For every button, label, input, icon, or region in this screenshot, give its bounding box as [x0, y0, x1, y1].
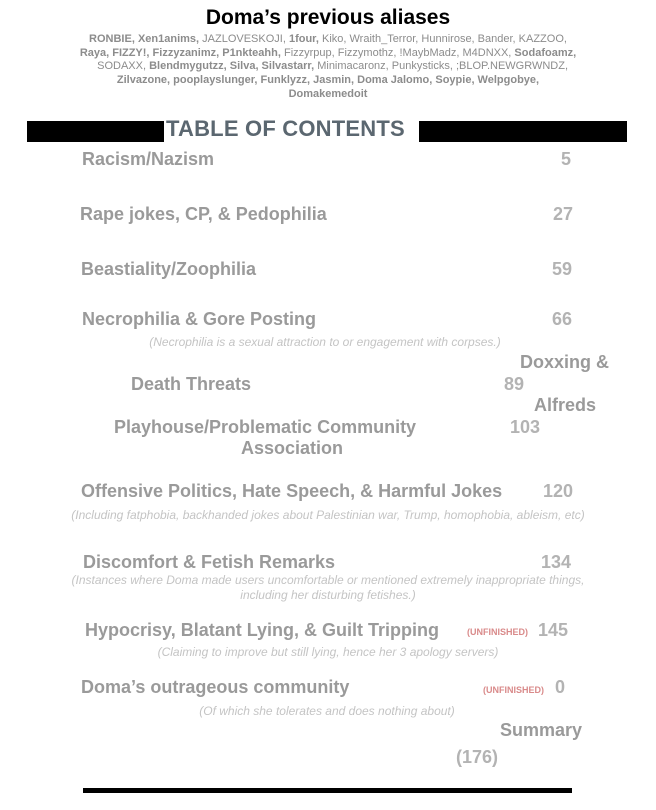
- alias-group: Minimacaronz, Punkysticks, ;BLOP.NEWGRWNDZ,: [314, 60, 569, 73]
- alias-group: Raya, FIZZY!, Fizzyzanimz, P1nkteahh,: [79, 46, 281, 59]
- page-title: Doma’s previous aliases: [205, 6, 451, 29]
- toc-entry-page: 103: [510, 417, 541, 437]
- alias-group: RONBIE, Xen1anims,: [89, 33, 200, 45]
- toc-entry-title[interactable]: Discomfort & Fetish Remarks: [83, 552, 336, 572]
- toc-entry-note: (Claiming to improve but still lying, hence her 3 apology servers): [157, 645, 499, 659]
- toc-entry-title[interactable]: Summary: [500, 720, 583, 740]
- toc-entry-note: (Including fatphobia, backhanded jokes about Palestinian war, Trump, homophobia, ableism, etc): [71, 508, 585, 522]
- alias-group: JAZLOVESKOJI,: [199, 33, 286, 45]
- toc-entry-page: (176): [456, 747, 499, 767]
- toc-entry-note: (Of which she tolerates and does nothing about): [199, 704, 455, 718]
- alias-group: Zilvazone, pooplayslunger,: [116, 74, 258, 87]
- toc-entry-note: (Necrophilia is a sexual attraction to or engagement with corpses.): [149, 335, 501, 349]
- toc-entry-note: (Instances where Doma made users uncomfortable or mentioned extremely inappropriate things,: [71, 573, 585, 587]
- alias-group: Kiko, Wraith_Terror, Hunnirose, Bander, KAZZOO,: [318, 33, 567, 45]
- toc-entry-title[interactable]: Hypocrisy, Blatant Lying, & Guilt Tripping: [85, 620, 440, 640]
- toc-entry-page: 134: [541, 552, 572, 572]
- toc-entry-title[interactable]: Death Threats: [131, 374, 252, 394]
- alias-group: Sodafoamz,: [511, 46, 577, 59]
- toc-entry-title[interactable]: Beastiality/Zoophilia: [81, 259, 257, 279]
- alias-group: Fizzyrpup, Fizzymothz, !MaybMadz, M4DNXX,: [280, 46, 512, 59]
- toc-entry-title[interactable]: Doma’s outrageous community: [81, 677, 350, 697]
- alias-group: SODAXX,: [87, 60, 147, 73]
- toc-entry-page: 66: [552, 309, 573, 329]
- toc-entry-title[interactable]: Doxxing &: [520, 352, 610, 372]
- toc-entry-title[interactable]: Association: [241, 438, 344, 458]
- toc-entry-title[interactable]: Playhouse/Problematic Community: [114, 417, 417, 437]
- unfinished-tag: (UNFINISHED): [483, 685, 544, 695]
- alias-group: 1four,: [285, 33, 319, 45]
- toc-entry-page: 5: [561, 149, 572, 169]
- toc-entry-title[interactable]: Rape jokes, CP, & Pedophilia: [80, 204, 327, 224]
- toc-entry-page: 0: [555, 677, 566, 697]
- toc-entry-title[interactable]: Alfreds: [534, 395, 597, 415]
- bottom-divider: [83, 788, 572, 793]
- toc-entry-title[interactable]: Racism/Nazism: [82, 149, 215, 169]
- toc-entry-page: 59: [552, 259, 573, 279]
- unfinished-tag: (UNFINISHED): [467, 627, 528, 637]
- toc-entry-page: 89: [504, 374, 525, 394]
- aliases-list: [78, 33, 578, 102]
- toc-entry-page: 27: [553, 204, 574, 224]
- alias-group: Funklyzz, Jasmin, Doma Jalomo, Soypie, Welpgobye, Domakemedoit: [257, 74, 540, 100]
- toc-entry-title[interactable]: Necrophilia & Gore Posting: [82, 309, 317, 329]
- toc-heading: TABLE OF CONTENTS: [164, 116, 419, 142]
- toc-entry-note: including her disturbing fetishes.): [240, 588, 416, 602]
- alias-group: Blendmygutzz, Silva, Silvastarr,: [146, 60, 315, 73]
- toc-entry-page: 145: [538, 620, 569, 640]
- toc-entry-title[interactable]: Offensive Politics, Hate Speech, & Harmful Jokes: [81, 481, 503, 501]
- toc-entry-page: 120: [543, 481, 574, 501]
